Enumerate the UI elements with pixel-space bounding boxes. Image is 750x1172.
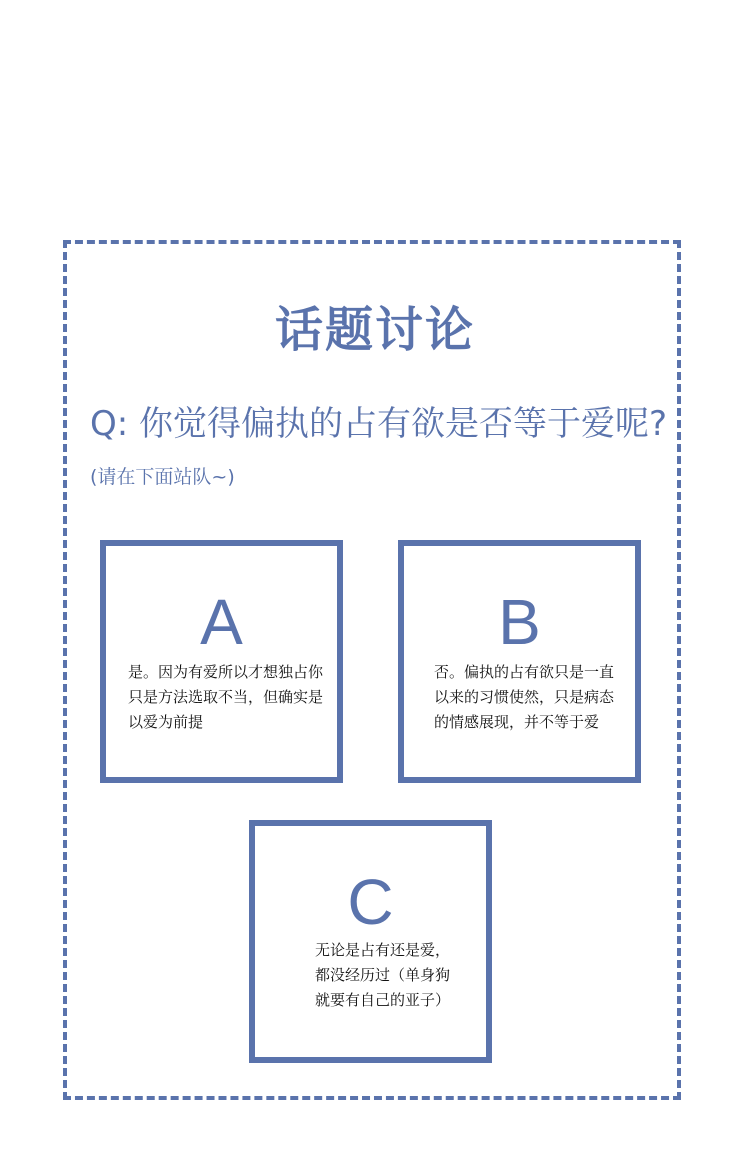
option-b-line: 以来的习惯使然，只是病态 <box>434 688 615 706</box>
option-a-card[interactable] <box>100 540 343 783</box>
option-a-letter: A <box>200 586 243 658</box>
option-c-line: 就要有自己的亚子） <box>315 991 451 1009</box>
question-text: Q: 你觉得偏执的占有欲是否等于爱呢? <box>90 404 668 444</box>
option-a-line: 以爱为前提 <box>128 713 204 731</box>
option-b-line: 否。偏执的占有欲只是一直 <box>434 663 615 681</box>
option-b-letter: B <box>498 586 541 658</box>
option-c-card[interactable] <box>249 820 492 1063</box>
option-b-line: 的情感展现，并不等于爱 <box>434 713 600 731</box>
option-a-line: 只是方法选取不当，但确实是 <box>128 688 324 706</box>
option-c-letter: C <box>347 866 394 938</box>
option-b-card[interactable] <box>398 540 641 783</box>
option-c-description <box>315 938 485 1013</box>
hint-text: (请在下面站队~) <box>90 466 235 488</box>
option-a-description <box>128 660 328 735</box>
option-c-line: 无论是占有还是爱， <box>315 941 451 959</box>
option-c-line: 都没经历过（单身狗 <box>315 966 451 984</box>
option-b-description <box>434 660 624 735</box>
option-a-line: 是。因为有爱所以才想独占你 <box>128 663 324 681</box>
page-title: 话题讨论 <box>274 302 475 358</box>
